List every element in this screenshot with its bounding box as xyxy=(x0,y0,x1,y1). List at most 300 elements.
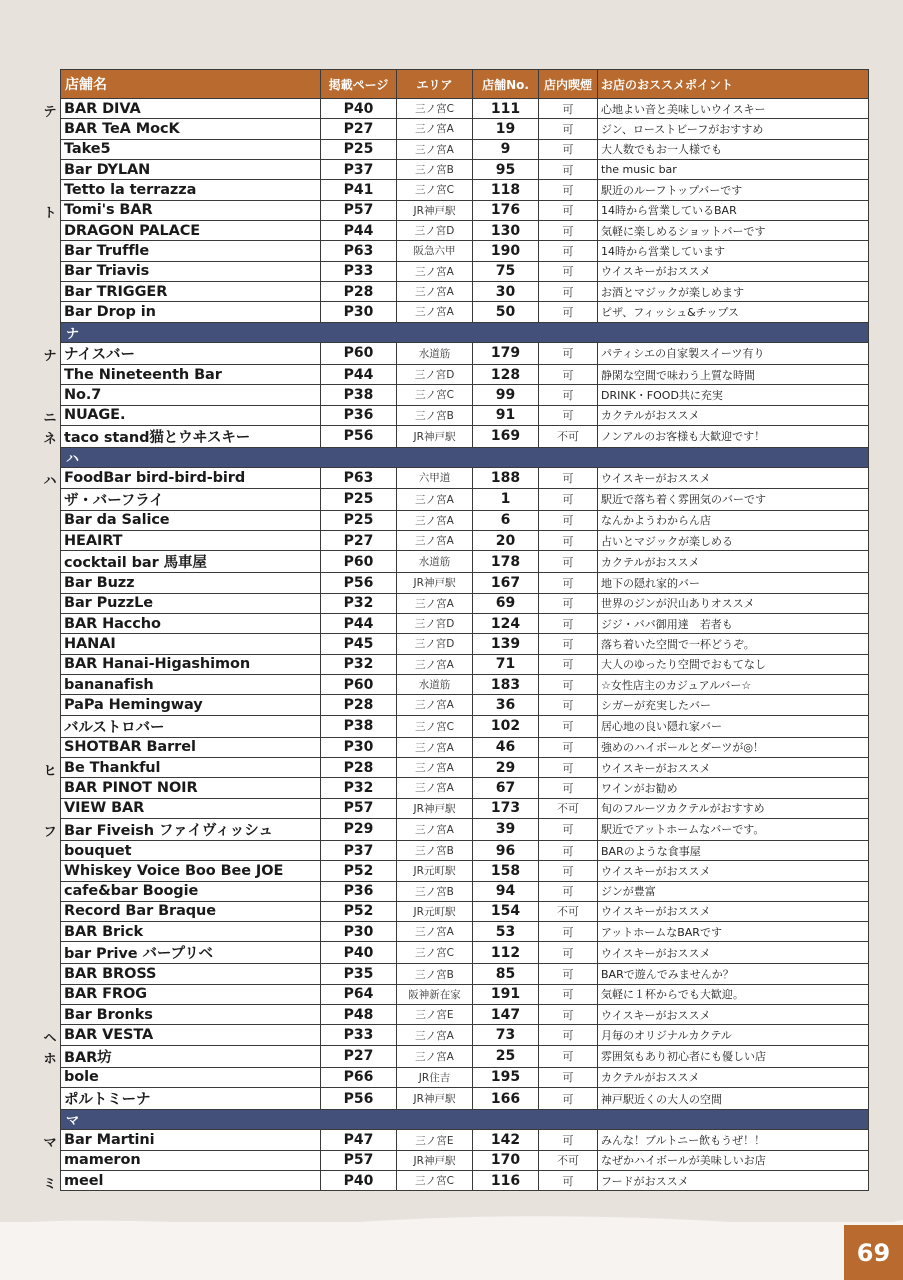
cell-area: 三ノ宮E xyxy=(397,1005,473,1025)
cell-smoke: 可 xyxy=(539,613,598,633)
cell-point: 大人のゆったり空間でおもてなし xyxy=(598,654,869,674)
cell-area: 三ノ宮A xyxy=(397,261,473,281)
cell-no: 195 xyxy=(473,1067,539,1087)
cell-name: Bar Drop in xyxy=(61,302,321,322)
cell-page: P32 xyxy=(321,593,397,613)
cell-name: BAR Brick xyxy=(61,922,321,942)
cell-name: cafe&bar Boogie xyxy=(61,881,321,901)
cell-page: P64 xyxy=(321,984,397,1004)
table-row xyxy=(61,1150,869,1170)
cell-name: BAR TeA MocK xyxy=(61,119,321,139)
cell-no: 116 xyxy=(473,1171,539,1191)
table-row xyxy=(61,942,869,964)
cell-smoke: 可 xyxy=(539,364,598,384)
table-row xyxy=(61,757,869,777)
cell-page: P33 xyxy=(321,261,397,281)
cell-name: Bar Buzz xyxy=(61,573,321,593)
cell-area: 三ノ宮C xyxy=(397,385,473,405)
cell-no: 50 xyxy=(473,302,539,322)
cell-smoke: 可 xyxy=(539,405,598,425)
cell-point: ジン、ローストビーフがおすすめ xyxy=(598,119,869,139)
cell-area: 三ノ宮A xyxy=(397,737,473,757)
cell-name: Bar Truffle xyxy=(61,241,321,261)
cell-point: ノンアルのお客様も大歓迎です！ xyxy=(598,425,869,447)
cell-page: P44 xyxy=(321,364,397,384)
cell-area: 水道筋 xyxy=(397,551,473,573)
cell-smoke: 可 xyxy=(539,1067,598,1087)
table-row xyxy=(61,530,869,550)
wave-shape xyxy=(0,1210,903,1234)
cell-name: Tomi's BAR xyxy=(61,200,321,220)
cell-point: なんかようわからん店 xyxy=(598,510,869,530)
table-row xyxy=(61,1088,869,1110)
cell-point: BARで遊んでみませんか？ xyxy=(598,964,869,984)
table-row xyxy=(61,200,869,220)
cell-point: お酒とマジックが楽しめます xyxy=(598,281,869,301)
cell-point: ウイスキーがおススメ xyxy=(598,861,869,881)
cell-name: Bar Martini xyxy=(61,1130,321,1150)
cell-name: The Nineteenth Bar xyxy=(61,364,321,384)
table-row xyxy=(61,1045,869,1067)
section-header-row xyxy=(61,447,869,467)
cell-no: 169 xyxy=(473,425,539,447)
cell-no: 178 xyxy=(473,551,539,573)
cell-name: BAR VESTA xyxy=(61,1025,321,1045)
cell-point: 心地よい音と美味しいウイスキー xyxy=(598,99,869,119)
cell-page: P57 xyxy=(321,200,397,220)
cell-no: 39 xyxy=(473,818,539,840)
cell-page: P32 xyxy=(321,778,397,798)
cell-no: 179 xyxy=(473,342,539,364)
cell-smoke: 可 xyxy=(539,159,598,179)
cell-page: P27 xyxy=(321,530,397,550)
cell-page: P37 xyxy=(321,159,397,179)
bar-list-table xyxy=(60,69,869,1191)
cell-point: 地下の隠れ家的バー xyxy=(598,573,869,593)
cell-smoke: 可 xyxy=(539,261,598,281)
cell-name: mameron xyxy=(61,1150,321,1170)
cell-smoke: 可 xyxy=(539,942,598,964)
cell-area: 三ノ宮A xyxy=(397,530,473,550)
table-row xyxy=(61,964,869,984)
cell-page: P33 xyxy=(321,1025,397,1045)
cell-point: ウイスキーがおススメ xyxy=(598,1005,869,1025)
cell-name: バルストロバー xyxy=(61,715,321,737)
cell-name: ナイスバー xyxy=(61,342,321,364)
cell-name: PaPa Hemingway xyxy=(61,695,321,715)
cell-page: P60 xyxy=(321,342,397,364)
cell-area: 三ノ宮A xyxy=(397,695,473,715)
cell-smoke: 可 xyxy=(539,778,598,798)
cell-no: 142 xyxy=(473,1130,539,1150)
cell-name: BAR坊 xyxy=(61,1045,321,1067)
cell-smoke: 可 xyxy=(539,99,598,119)
cell-point: 駅近のルーフトップバーです xyxy=(598,180,869,200)
cell-no: 188 xyxy=(473,468,539,488)
cell-name: BAR Hanai-Higashimon xyxy=(61,654,321,674)
cell-name: Record Bar Braque xyxy=(61,901,321,921)
table-row xyxy=(61,468,869,488)
cell-page: P52 xyxy=(321,901,397,921)
cell-area: 三ノ宮E xyxy=(397,1130,473,1150)
table-row xyxy=(61,342,869,364)
cell-smoke: 可 xyxy=(539,1005,598,1025)
table-row xyxy=(61,119,869,139)
cell-point: なぜかハイボールが美味しいお店 xyxy=(598,1150,869,1170)
cell-smoke: 可 xyxy=(539,551,598,573)
section-header-row xyxy=(61,1110,869,1130)
cell-no: 36 xyxy=(473,695,539,715)
cell-page: P66 xyxy=(321,1067,397,1087)
cell-area: 三ノ宮D xyxy=(397,634,473,654)
cell-page: P37 xyxy=(321,840,397,860)
table-row xyxy=(61,593,869,613)
cell-smoke: 可 xyxy=(539,1088,598,1110)
section-label: マ xyxy=(61,1110,869,1130)
cell-name: ポルトミーナ xyxy=(61,1088,321,1110)
table-header-row xyxy=(61,70,869,99)
cell-page: P30 xyxy=(321,302,397,322)
cell-area: JR神戸駅 xyxy=(397,1150,473,1170)
cell-point: カクテルがおススメ xyxy=(598,551,869,573)
cell-page: P56 xyxy=(321,1088,397,1110)
section-label: ハ xyxy=(61,447,869,467)
cell-name: BAR DIVA xyxy=(61,99,321,119)
cell-point: 静閑な空間で味わう上質な時間 xyxy=(598,364,869,384)
cell-page: P60 xyxy=(321,674,397,694)
cell-area: 三ノ宮C xyxy=(397,99,473,119)
cell-area: 三ノ宮B xyxy=(397,159,473,179)
cell-name: bananafish xyxy=(61,674,321,694)
cell-point: 大人数でもお一人様でも xyxy=(598,139,869,159)
cell-no: 170 xyxy=(473,1150,539,1170)
cell-page: P40 xyxy=(321,1171,397,1191)
cell-smoke: 可 xyxy=(539,861,598,881)
kana-index-label: ホ xyxy=(43,1052,57,1068)
section-label: ナ xyxy=(61,322,869,342)
cell-smoke: 可 xyxy=(539,241,598,261)
cell-smoke: 可 xyxy=(539,510,598,530)
cell-point: ジンが豊富 xyxy=(598,881,869,901)
cell-area: JR住吉 xyxy=(397,1067,473,1087)
kana-index-label: ヒ xyxy=(43,763,57,779)
cell-point: カクテルがおススメ xyxy=(598,1067,869,1087)
cell-no: 95 xyxy=(473,159,539,179)
cell-smoke: 可 xyxy=(539,488,598,510)
cell-point: フードがおススメ xyxy=(598,1171,869,1191)
table-row xyxy=(61,241,869,261)
cell-area: 水道筋 xyxy=(397,674,473,694)
cell-smoke: 可 xyxy=(539,468,598,488)
kana-index-label: フ xyxy=(43,825,57,841)
cell-name: VIEW BAR xyxy=(61,798,321,818)
kana-index-label: ニ xyxy=(43,411,57,427)
cell-no: 71 xyxy=(473,654,539,674)
cell-point: 14時から営業しているBAR xyxy=(598,200,869,220)
cell-no: 85 xyxy=(473,964,539,984)
cell-page: P41 xyxy=(321,180,397,200)
cell-smoke: 不可 xyxy=(539,798,598,818)
cell-no: 30 xyxy=(473,281,539,301)
cell-area: 三ノ宮A xyxy=(397,1045,473,1067)
cell-point: 駅近で落ち着く雰囲気のバーです xyxy=(598,488,869,510)
cell-area: 三ノ宮A xyxy=(397,119,473,139)
page-footer-wave xyxy=(0,1222,903,1280)
cell-page: P27 xyxy=(321,119,397,139)
cell-page: P56 xyxy=(321,573,397,593)
cell-smoke: 可 xyxy=(539,593,598,613)
cell-smoke: 可 xyxy=(539,634,598,654)
cell-area: 三ノ宮C xyxy=(397,180,473,200)
cell-point: 強めのハイボールとダーツが◎！ xyxy=(598,737,869,757)
cell-area: JR元町駅 xyxy=(397,901,473,921)
table-row xyxy=(61,901,869,921)
table-row xyxy=(61,881,869,901)
cell-point: ウイスキーがおススメ xyxy=(598,468,869,488)
cell-page: P44 xyxy=(321,220,397,240)
cell-name: bouquet xyxy=(61,840,321,860)
cell-name: bar Prive バープリベ xyxy=(61,942,321,964)
cell-name: Bar Triavis xyxy=(61,261,321,281)
cell-name: NUAGE. xyxy=(61,405,321,425)
cell-name: HANAI xyxy=(61,634,321,654)
cell-no: 191 xyxy=(473,984,539,1004)
cell-no: 190 xyxy=(473,241,539,261)
cell-page: P38 xyxy=(321,385,397,405)
cell-area: 三ノ宮A xyxy=(397,510,473,530)
cell-area: 三ノ宮C xyxy=(397,942,473,964)
header-no: 店舗No. xyxy=(473,70,539,99)
header-area: エリア xyxy=(397,70,473,99)
table-row xyxy=(61,695,869,715)
table-row xyxy=(61,281,869,301)
cell-smoke: 可 xyxy=(539,302,598,322)
cell-point: シガーが充実したバー xyxy=(598,695,869,715)
table-row xyxy=(61,1067,869,1087)
cell-page: P28 xyxy=(321,281,397,301)
cell-area: 三ノ宮A xyxy=(397,757,473,777)
section-header-row xyxy=(61,322,869,342)
cell-smoke: 可 xyxy=(539,342,598,364)
cell-page: P60 xyxy=(321,551,397,573)
cell-page: P35 xyxy=(321,964,397,984)
cell-name: Be Thankful xyxy=(61,757,321,777)
cell-no: 29 xyxy=(473,757,539,777)
cell-point: みんな！ブルトニー飲もうぜ！！ xyxy=(598,1130,869,1150)
cell-smoke: 可 xyxy=(539,757,598,777)
cell-area: 三ノ宮A xyxy=(397,778,473,798)
cell-page: P40 xyxy=(321,99,397,119)
cell-no: 99 xyxy=(473,385,539,405)
cell-page: P57 xyxy=(321,798,397,818)
cell-point: 気軽に１杯からでも大歓迎。 xyxy=(598,984,869,1004)
cell-point: 落ち着いた空間で一杯どうぞ。 xyxy=(598,634,869,654)
cell-page: P56 xyxy=(321,425,397,447)
cell-name: SHOTBAR Barrel xyxy=(61,737,321,757)
table-row xyxy=(61,613,869,633)
cell-smoke: 可 xyxy=(539,840,598,860)
table-row xyxy=(61,159,869,179)
cell-page: P29 xyxy=(321,818,397,840)
cell-name: DRAGON PALACE xyxy=(61,220,321,240)
cell-point: 旬のフルーツカクテルがおすすめ xyxy=(598,798,869,818)
cell-no: 46 xyxy=(473,737,539,757)
cell-page: P32 xyxy=(321,654,397,674)
cell-name: BAR Hacchο xyxy=(61,613,321,633)
cell-point: DRINK・FOOD共に充実 xyxy=(598,385,869,405)
cell-name: No.7 xyxy=(61,385,321,405)
cell-no: 111 xyxy=(473,99,539,119)
cell-name: Bar Fiveish ファイヴィッシュ xyxy=(61,818,321,840)
table-row xyxy=(61,1025,869,1045)
cell-name: Take5 xyxy=(61,139,321,159)
cell-point: BARのような食事屋 xyxy=(598,840,869,860)
cell-no: 9 xyxy=(473,139,539,159)
cell-smoke: 可 xyxy=(539,1045,598,1067)
table-row xyxy=(61,220,869,240)
cell-page: P28 xyxy=(321,757,397,777)
cell-no: 91 xyxy=(473,405,539,425)
cell-name: cocktail bar 馬車屋 xyxy=(61,551,321,573)
table-row xyxy=(61,180,869,200)
cell-page: P63 xyxy=(321,241,397,261)
cell-name: bole xyxy=(61,1067,321,1087)
cell-no: 53 xyxy=(473,922,539,942)
cell-area: JR神戸駅 xyxy=(397,425,473,447)
cell-smoke: 可 xyxy=(539,573,598,593)
cell-area: 阪急六甲 xyxy=(397,241,473,261)
cell-area: 三ノ宮C xyxy=(397,1171,473,1191)
cell-point: 占いとマジックが楽しめる xyxy=(598,530,869,550)
table-row xyxy=(61,715,869,737)
cell-point: 気軽に楽しめるショットバーです xyxy=(598,220,869,240)
cell-point: ワインがお勧め xyxy=(598,778,869,798)
cell-name: Bar TRIGGER xyxy=(61,281,321,301)
cell-point: ウイスキーがおススメ xyxy=(598,942,869,964)
cell-name: Whiskey Voice Boo Bee JOE xyxy=(61,861,321,881)
cell-page: P48 xyxy=(321,1005,397,1025)
table-row xyxy=(61,674,869,694)
cell-no: 94 xyxy=(473,881,539,901)
kana-index-label: ネ xyxy=(43,432,57,448)
cell-area: 三ノ宮B xyxy=(397,964,473,984)
cell-point: ジジ・ババ御用達 若者も xyxy=(598,613,869,633)
cell-area: JR神戸駅 xyxy=(397,200,473,220)
cell-smoke: 可 xyxy=(539,1025,598,1045)
cell-smoke: 可 xyxy=(539,1171,598,1191)
header-page: 掲載ページ xyxy=(321,70,397,99)
table-row xyxy=(61,510,869,530)
table-row xyxy=(61,840,869,860)
cell-no: 69 xyxy=(473,593,539,613)
cell-no: 130 xyxy=(473,220,539,240)
cell-page: P30 xyxy=(321,922,397,942)
table-row xyxy=(61,1130,869,1150)
kana-index-label: マ xyxy=(43,1136,57,1152)
page-number: 69 xyxy=(844,1225,903,1280)
cell-name: BAR PINOT NOIR xyxy=(61,778,321,798)
cell-point: 月毎のオリジナルカクテル xyxy=(598,1025,869,1045)
cell-point: ピザ、フィッシュ&チップス xyxy=(598,302,869,322)
table-row xyxy=(61,261,869,281)
cell-smoke: 可 xyxy=(539,281,598,301)
cell-page: P36 xyxy=(321,881,397,901)
cell-area: 三ノ宮A xyxy=(397,818,473,840)
cell-smoke: 可 xyxy=(539,881,598,901)
cell-page: P40 xyxy=(321,942,397,964)
cell-area: 三ノ宮B xyxy=(397,405,473,425)
cell-point: 駅近でアットホームなバーです。 xyxy=(598,818,869,840)
table-row xyxy=(61,405,869,425)
table-row xyxy=(61,302,869,322)
cell-smoke: 可 xyxy=(539,984,598,1004)
cell-point: ウイスキーがおススメ xyxy=(598,261,869,281)
cell-name: Bar DYLAN xyxy=(61,159,321,179)
table-row xyxy=(61,1005,869,1025)
cell-no: 1 xyxy=(473,488,539,510)
cell-point: 世界のジンが沢山ありオススメ xyxy=(598,593,869,613)
table-row xyxy=(61,984,869,1004)
cell-area: 三ノ宮A xyxy=(397,593,473,613)
cell-page: P47 xyxy=(321,1130,397,1150)
table-row xyxy=(61,634,869,654)
cell-area: 水道筋 xyxy=(397,342,473,364)
cell-smoke: 可 xyxy=(539,674,598,694)
cell-name: meel xyxy=(61,1171,321,1191)
cell-page: P28 xyxy=(321,695,397,715)
cell-page: P25 xyxy=(321,488,397,510)
cell-no: 167 xyxy=(473,573,539,593)
cell-smoke: 不可 xyxy=(539,425,598,447)
cell-name: taco stand猫とウヰスキー xyxy=(61,425,321,447)
cell-smoke: 可 xyxy=(539,818,598,840)
kana-index-label: ハ xyxy=(43,473,57,489)
table-row xyxy=(61,798,869,818)
cell-area: 三ノ宮D xyxy=(397,364,473,384)
cell-point: the music bar xyxy=(598,159,869,179)
cell-area: 三ノ宮A xyxy=(397,281,473,301)
cell-no: 6 xyxy=(473,510,539,530)
cell-name: Bar PuzzLe xyxy=(61,593,321,613)
cell-area: 三ノ宮B xyxy=(397,881,473,901)
table-row xyxy=(61,922,869,942)
table-row xyxy=(61,488,869,510)
cell-point: 14時から営業しています xyxy=(598,241,869,261)
cell-smoke: 可 xyxy=(539,695,598,715)
table-row xyxy=(61,1171,869,1191)
cell-no: 25 xyxy=(473,1045,539,1067)
cell-area: 三ノ宮A xyxy=(397,302,473,322)
cell-area: 三ノ宮A xyxy=(397,654,473,674)
cell-no: 112 xyxy=(473,942,539,964)
cell-no: 19 xyxy=(473,119,539,139)
cell-area: JR神戸駅 xyxy=(397,1088,473,1110)
cell-page: P27 xyxy=(321,1045,397,1067)
cell-no: 75 xyxy=(473,261,539,281)
cell-smoke: 可 xyxy=(539,964,598,984)
cell-name: FoodBar bird-bird-bird xyxy=(61,468,321,488)
cell-smoke: 可 xyxy=(539,530,598,550)
cell-point: ☆女性店主のカジュアルバー☆ xyxy=(598,674,869,694)
cell-page: P36 xyxy=(321,405,397,425)
cell-smoke: 可 xyxy=(539,715,598,737)
cell-name: Bar da Salice xyxy=(61,510,321,530)
header-name: 店舗名 xyxy=(61,70,321,99)
cell-point: ウイスキーがおススメ xyxy=(598,901,869,921)
cell-no: 102 xyxy=(473,715,539,737)
table-row xyxy=(61,737,869,757)
cell-page: P45 xyxy=(321,634,397,654)
